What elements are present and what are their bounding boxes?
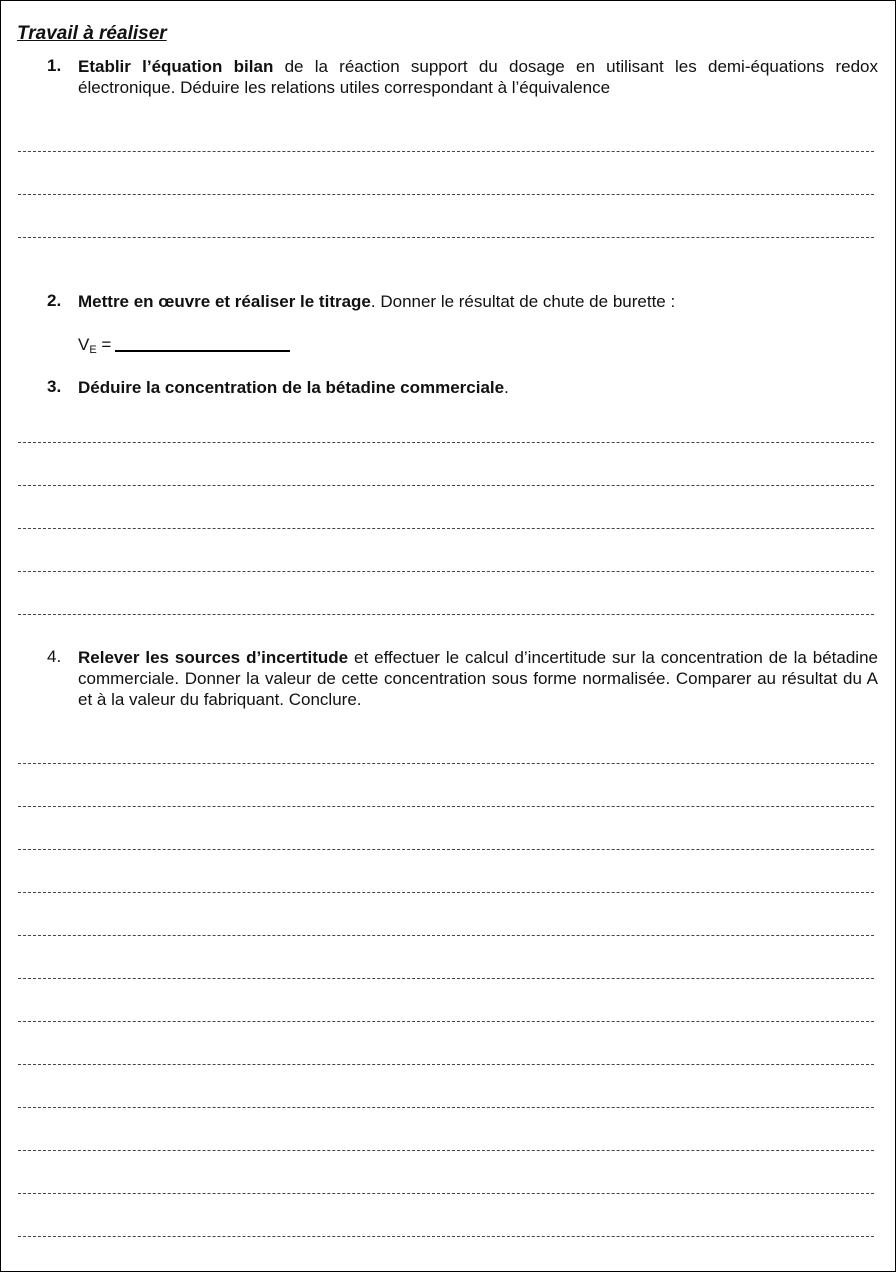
answer-line <box>18 892 874 893</box>
answer-line <box>18 442 874 443</box>
answer-line <box>18 935 874 936</box>
ve-letter: V <box>78 335 90 354</box>
answer-line <box>18 806 874 807</box>
answer-line <box>18 978 874 979</box>
answer-line <box>18 1193 874 1194</box>
answer-line <box>18 237 874 238</box>
question-2-text <box>78 291 878 312</box>
question-4-bold: Relever les sources d’incertitude <box>78 648 349 667</box>
answer-line <box>18 1236 874 1237</box>
answer-line <box>18 151 874 152</box>
answer-line <box>18 614 874 615</box>
question-2-rest: . Donner le résultat de chute de burette : <box>370 292 676 311</box>
question-2-number: 2. <box>47 291 62 310</box>
question-4-number: 4. <box>47 647 62 666</box>
ve-equals: = <box>96 335 112 354</box>
ve-subscript: E <box>89 344 97 356</box>
answer-line <box>18 849 874 850</box>
answer-line <box>18 1150 874 1151</box>
question-3-bold: Déduire la concentration de la bétadine commerciale <box>78 378 505 397</box>
section-title: Travail à réaliser <box>17 23 167 44</box>
answer-line <box>18 571 874 572</box>
ve-blank-line[interactable] <box>115 334 290 352</box>
answer-line <box>18 763 874 764</box>
question-1-rest: de la réaction support du dosage en utilisant les demi-équations redox électronique. Déduire les relations utiles correspondant à l’équivalence <box>78 57 878 97</box>
answer-line <box>18 194 874 195</box>
question-1-number: 1. <box>47 56 62 75</box>
question-1-bold: Etablir l’équation bilan <box>78 57 274 76</box>
question-4-text <box>78 647 878 710</box>
question-4-rest: et effectuer le calcul d’incertitude sur la concentration de la bétadine commerciale. Donner la valeur de cette concentration sous forme normalisée. Comparer au résultat du A et à la valeur du fabriquant. Conclure. <box>78 648 878 709</box>
answer-line <box>18 1021 874 1022</box>
question-3-number: 3. <box>47 377 62 396</box>
answer-line <box>18 1064 874 1065</box>
question-3-rest: . <box>504 378 509 397</box>
answer-line <box>18 485 874 486</box>
answer-line <box>18 1107 874 1108</box>
question-1-text <box>78 56 878 98</box>
ve-answer-field <box>78 334 290 356</box>
question-2-bold: Mettre en œuvre et réaliser le titrage <box>78 292 371 311</box>
answer-line <box>18 528 874 529</box>
question-3-text <box>78 377 878 398</box>
